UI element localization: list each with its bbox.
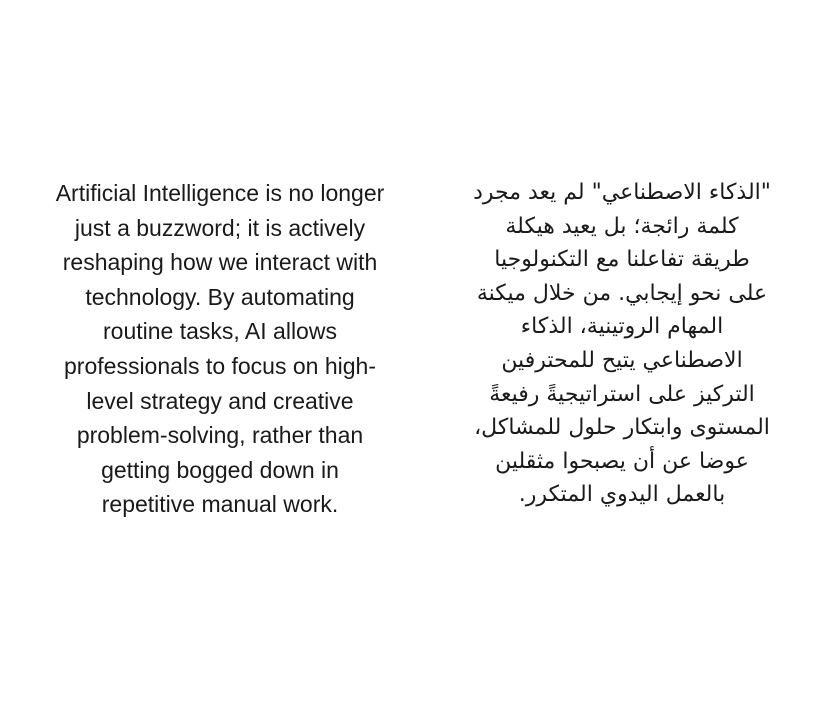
arabic-line: الاصطناعي يتيح للمحترفين xyxy=(501,347,743,373)
english-line: level strategy and creative xyxy=(86,387,354,414)
english-line: Artificial Intelligence is no longer xyxy=(55,180,385,206)
arabic-line: المهام الروتينية، الذكاء xyxy=(520,314,724,340)
english-paragraph xyxy=(15,176,425,522)
arabic-line: طريقة تفاعلنا مع التكنولوجيا xyxy=(494,247,750,273)
english-line: getting bogged down in xyxy=(101,456,339,483)
arabic-line: عوضا عن أن يصبحوا مثقلين xyxy=(495,448,749,474)
english-line: problem-solving, rather than xyxy=(76,422,364,449)
english-line: just a buzzword; it is actively xyxy=(74,214,366,241)
arabic-line: التركيز على استراتيجيةً رفيعةً xyxy=(489,381,755,407)
english-line: routine tasks, AI allows xyxy=(103,318,337,345)
arabic-line: على نحو إيجابي. من خلال ميكنة xyxy=(476,280,768,306)
arabic-paragraph xyxy=(432,176,812,512)
arabic-line: المستوى وابتكار حلول للمشاكل، xyxy=(474,415,770,441)
english-line: technology. By automating xyxy=(85,283,355,310)
arabic-line: بالعمل اليدوي المتكرر. xyxy=(518,482,726,508)
english-line: professionals to focus on high- xyxy=(64,352,376,379)
english-line: reshaping how we interact with xyxy=(62,249,378,276)
arabic-line: كلمة رائجة؛ بل يعيد هيكلة xyxy=(505,213,739,239)
english-line: repetitive manual work. xyxy=(101,491,339,518)
arabic-line: "الذكاء الاصطناعي" لم يعد مجرد xyxy=(473,180,771,205)
